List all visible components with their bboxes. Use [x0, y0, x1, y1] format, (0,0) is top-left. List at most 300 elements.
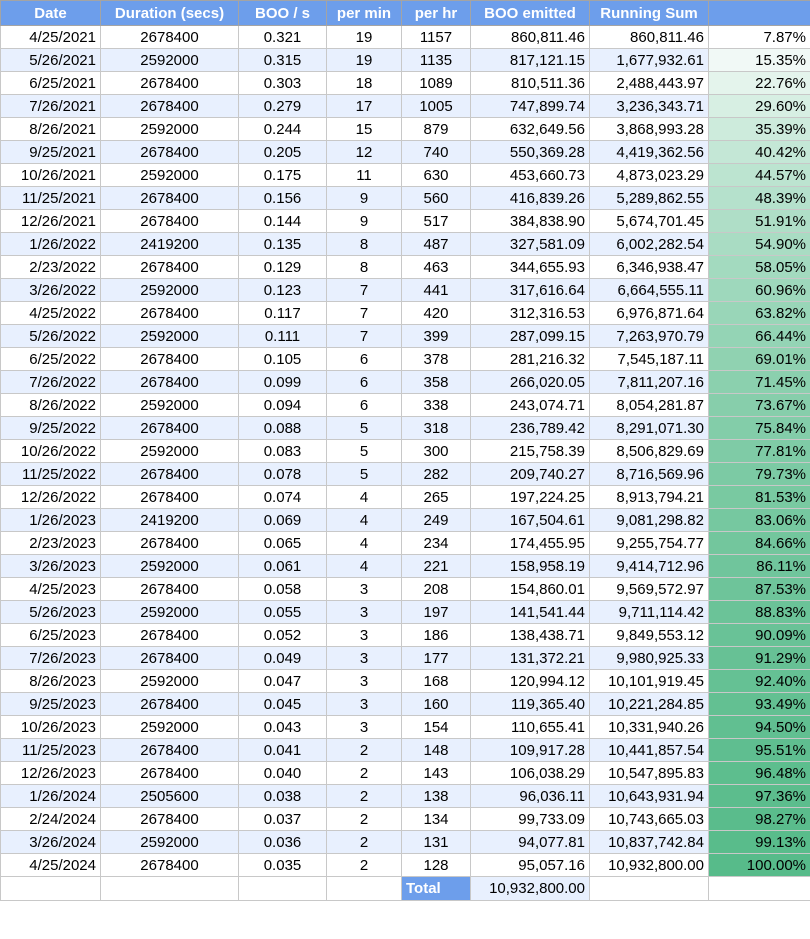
boo-per-second-cell[interactable]: 0.117 [239, 302, 327, 325]
running-sum-cell[interactable]: 8,054,281.87 [590, 394, 709, 417]
running-sum-cell[interactable]: 10,101,919.45 [590, 670, 709, 693]
per-hr-cell[interactable]: 740 [402, 141, 471, 164]
empty-cell[interactable] [101, 877, 239, 901]
running-sum-cell[interactable]: 6,002,282.54 [590, 233, 709, 256]
percent-cell[interactable]: 58.05% [709, 256, 810, 279]
duration-cell[interactable]: 2592000 [101, 49, 239, 72]
boo-per-second-cell[interactable]: 0.045 [239, 693, 327, 716]
running-sum-cell[interactable]: 10,221,284.85 [590, 693, 709, 716]
boo-emitted-cell[interactable]: 317,616.64 [471, 279, 590, 302]
percent-cell[interactable]: 75.84% [709, 417, 810, 440]
date-cell[interactable]: 12/26/2023 [1, 762, 101, 785]
percent-cell[interactable]: 96.48% [709, 762, 810, 785]
percent-cell[interactable]: 73.67% [709, 394, 810, 417]
header-per-hr[interactable]: per hr [402, 1, 471, 26]
boo-per-second-cell[interactable]: 0.037 [239, 808, 327, 831]
per-hr-cell[interactable]: 131 [402, 831, 471, 854]
boo-per-second-cell[interactable]: 0.065 [239, 532, 327, 555]
per-hr-cell[interactable]: 879 [402, 118, 471, 141]
boo-per-second-cell[interactable]: 0.043 [239, 716, 327, 739]
duration-cell[interactable]: 2678400 [101, 739, 239, 762]
per-min-cell[interactable]: 8 [327, 233, 402, 256]
per-hr-cell[interactable]: 160 [402, 693, 471, 716]
date-cell[interactable]: 9/25/2021 [1, 141, 101, 164]
per-hr-cell[interactable]: 358 [402, 371, 471, 394]
date-cell[interactable]: 4/25/2024 [1, 854, 101, 877]
per-hr-cell[interactable]: 234 [402, 532, 471, 555]
duration-cell[interactable]: 2678400 [101, 187, 239, 210]
boo-emitted-cell[interactable]: 119,365.40 [471, 693, 590, 716]
boo-emitted-cell[interactable]: 174,455.95 [471, 532, 590, 555]
per-min-cell[interactable]: 2 [327, 739, 402, 762]
per-min-cell[interactable]: 2 [327, 808, 402, 831]
duration-cell[interactable]: 2678400 [101, 26, 239, 49]
percent-cell[interactable]: 83.06% [709, 509, 810, 532]
duration-cell[interactable]: 2505600 [101, 785, 239, 808]
duration-cell[interactable]: 2678400 [101, 210, 239, 233]
header-per-min[interactable]: per min [327, 1, 402, 26]
duration-cell[interactable]: 2678400 [101, 578, 239, 601]
per-min-cell[interactable]: 2 [327, 785, 402, 808]
boo-per-second-cell[interactable]: 0.123 [239, 279, 327, 302]
date-cell[interactable]: 12/26/2022 [1, 486, 101, 509]
running-sum-cell[interactable]: 3,236,343.71 [590, 95, 709, 118]
boo-emitted-cell[interactable]: 106,038.29 [471, 762, 590, 785]
percent-cell[interactable]: 91.29% [709, 647, 810, 670]
duration-cell[interactable]: 2592000 [101, 670, 239, 693]
per-min-cell[interactable]: 7 [327, 325, 402, 348]
boo-emitted-cell[interactable]: 138,438.71 [471, 624, 590, 647]
per-hr-cell[interactable]: 282 [402, 463, 471, 486]
boo-per-second-cell[interactable]: 0.244 [239, 118, 327, 141]
duration-cell[interactable]: 2678400 [101, 72, 239, 95]
date-cell[interactable]: 4/25/2022 [1, 302, 101, 325]
per-min-cell[interactable]: 7 [327, 279, 402, 302]
per-hr-cell[interactable]: 177 [402, 647, 471, 670]
running-sum-cell[interactable]: 9,255,754.77 [590, 532, 709, 555]
per-min-cell[interactable]: 3 [327, 624, 402, 647]
boo-per-second-cell[interactable]: 0.315 [239, 49, 327, 72]
boo-emitted-cell[interactable]: 287,099.15 [471, 325, 590, 348]
date-cell[interactable]: 1/26/2024 [1, 785, 101, 808]
percent-cell[interactable]: 99.13% [709, 831, 810, 854]
duration-cell[interactable]: 2678400 [101, 256, 239, 279]
running-sum-cell[interactable]: 8,716,569.96 [590, 463, 709, 486]
header-boo-per-second[interactable]: BOO / s [239, 1, 327, 26]
percent-cell[interactable]: 40.42% [709, 141, 810, 164]
per-hr-cell[interactable]: 128 [402, 854, 471, 877]
date-cell[interactable]: 7/26/2021 [1, 95, 101, 118]
date-cell[interactable]: 8/26/2023 [1, 670, 101, 693]
running-sum-cell[interactable]: 6,346,938.47 [590, 256, 709, 279]
per-hr-cell[interactable]: 249 [402, 509, 471, 532]
duration-cell[interactable]: 2678400 [101, 141, 239, 164]
percent-cell[interactable]: 95.51% [709, 739, 810, 762]
percent-cell[interactable]: 94.50% [709, 716, 810, 739]
date-cell[interactable]: 5/26/2022 [1, 325, 101, 348]
per-min-cell[interactable]: 3 [327, 601, 402, 624]
running-sum-cell[interactable]: 8,506,829.69 [590, 440, 709, 463]
per-min-cell[interactable]: 2 [327, 762, 402, 785]
duration-cell[interactable]: 2592000 [101, 325, 239, 348]
per-min-cell[interactable]: 17 [327, 95, 402, 118]
boo-per-second-cell[interactable]: 0.135 [239, 233, 327, 256]
duration-cell[interactable]: 2592000 [101, 394, 239, 417]
boo-emitted-cell[interactable]: 312,316.53 [471, 302, 590, 325]
date-cell[interactable]: 1/26/2023 [1, 509, 101, 532]
percent-cell[interactable]: 48.39% [709, 187, 810, 210]
per-min-cell[interactable]: 4 [327, 486, 402, 509]
date-cell[interactable]: 3/26/2024 [1, 831, 101, 854]
boo-emitted-cell[interactable]: 95,057.16 [471, 854, 590, 877]
percent-cell[interactable]: 81.53% [709, 486, 810, 509]
percent-cell[interactable]: 97.36% [709, 785, 810, 808]
date-cell[interactable]: 5/26/2021 [1, 49, 101, 72]
boo-emitted-cell[interactable]: 327,581.09 [471, 233, 590, 256]
boo-emitted-cell[interactable]: 810,511.36 [471, 72, 590, 95]
date-cell[interactable]: 11/25/2021 [1, 187, 101, 210]
per-hr-cell[interactable]: 186 [402, 624, 471, 647]
per-hr-cell[interactable]: 420 [402, 302, 471, 325]
boo-per-second-cell[interactable]: 0.279 [239, 95, 327, 118]
duration-cell[interactable]: 2592000 [101, 279, 239, 302]
boo-emitted-cell[interactable]: 243,074.71 [471, 394, 590, 417]
boo-emitted-cell[interactable]: 215,758.39 [471, 440, 590, 463]
date-cell[interactable]: 1/26/2022 [1, 233, 101, 256]
per-min-cell[interactable]: 19 [327, 49, 402, 72]
total-value[interactable]: 10,932,800.00 [471, 877, 590, 901]
per-min-cell[interactable]: 5 [327, 440, 402, 463]
per-min-cell[interactable]: 3 [327, 647, 402, 670]
boo-emitted-cell[interactable]: 120,994.12 [471, 670, 590, 693]
percent-cell[interactable]: 93.49% [709, 693, 810, 716]
percent-cell[interactable]: 90.09% [709, 624, 810, 647]
per-hr-cell[interactable]: 1005 [402, 95, 471, 118]
boo-per-second-cell[interactable]: 0.156 [239, 187, 327, 210]
running-sum-cell[interactable]: 10,932,800.00 [590, 854, 709, 877]
percent-cell[interactable]: 79.73% [709, 463, 810, 486]
boo-emitted-cell[interactable]: 94,077.81 [471, 831, 590, 854]
boo-emitted-cell[interactable]: 344,655.93 [471, 256, 590, 279]
boo-emitted-cell[interactable]: 860,811.46 [471, 26, 590, 49]
header-duration[interactable]: Duration (secs) [101, 1, 239, 26]
percent-cell[interactable]: 84.66% [709, 532, 810, 555]
per-min-cell[interactable]: 9 [327, 210, 402, 233]
empty-cell[interactable] [1, 877, 101, 901]
duration-cell[interactable]: 2678400 [101, 808, 239, 831]
per-min-cell[interactable]: 3 [327, 716, 402, 739]
boo-emitted-cell[interactable]: 632,649.56 [471, 118, 590, 141]
boo-emitted-cell[interactable]: 96,036.11 [471, 785, 590, 808]
running-sum-cell[interactable]: 9,414,712.96 [590, 555, 709, 578]
boo-emitted-cell[interactable]: 209,740.27 [471, 463, 590, 486]
running-sum-cell[interactable]: 7,263,970.79 [590, 325, 709, 348]
boo-per-second-cell[interactable]: 0.303 [239, 72, 327, 95]
boo-per-second-cell[interactable]: 0.105 [239, 348, 327, 371]
per-min-cell[interactable]: 2 [327, 831, 402, 854]
duration-cell[interactable]: 2592000 [101, 831, 239, 854]
per-hr-cell[interactable]: 138 [402, 785, 471, 808]
per-min-cell[interactable]: 9 [327, 187, 402, 210]
per-hr-cell[interactable]: 560 [402, 187, 471, 210]
percent-cell[interactable]: 98.27% [709, 808, 810, 831]
boo-per-second-cell[interactable]: 0.205 [239, 141, 327, 164]
per-hr-cell[interactable]: 208 [402, 578, 471, 601]
boo-per-second-cell[interactable]: 0.175 [239, 164, 327, 187]
boo-per-second-cell[interactable]: 0.111 [239, 325, 327, 348]
boo-per-second-cell[interactable]: 0.078 [239, 463, 327, 486]
date-cell[interactable]: 8/26/2021 [1, 118, 101, 141]
duration-cell[interactable]: 2678400 [101, 95, 239, 118]
running-sum-cell[interactable]: 860,811.46 [590, 26, 709, 49]
date-cell[interactable]: 2/24/2024 [1, 808, 101, 831]
per-min-cell[interactable]: 6 [327, 371, 402, 394]
per-min-cell[interactable]: 7 [327, 302, 402, 325]
percent-cell[interactable]: 69.01% [709, 348, 810, 371]
percent-cell[interactable]: 44.57% [709, 164, 810, 187]
boo-emitted-cell[interactable]: 550,369.28 [471, 141, 590, 164]
running-sum-cell[interactable]: 2,488,443.97 [590, 72, 709, 95]
per-min-cell[interactable]: 5 [327, 417, 402, 440]
duration-cell[interactable]: 2678400 [101, 486, 239, 509]
boo-per-second-cell[interactable]: 0.041 [239, 739, 327, 762]
duration-cell[interactable]: 2678400 [101, 624, 239, 647]
boo-per-second-cell[interactable]: 0.040 [239, 762, 327, 785]
duration-cell[interactable]: 2678400 [101, 693, 239, 716]
running-sum-cell[interactable]: 1,677,932.61 [590, 49, 709, 72]
percent-cell[interactable]: 35.39% [709, 118, 810, 141]
boo-emitted-cell[interactable]: 747,899.74 [471, 95, 590, 118]
duration-cell[interactable]: 2592000 [101, 716, 239, 739]
boo-per-second-cell[interactable]: 0.058 [239, 578, 327, 601]
date-cell[interactable]: 6/25/2023 [1, 624, 101, 647]
running-sum-cell[interactable]: 10,837,742.84 [590, 831, 709, 854]
boo-per-second-cell[interactable]: 0.035 [239, 854, 327, 877]
per-min-cell[interactable]: 8 [327, 256, 402, 279]
per-hr-cell[interactable]: 338 [402, 394, 471, 417]
running-sum-cell[interactable]: 6,976,871.64 [590, 302, 709, 325]
boo-emitted-cell[interactable]: 266,020.05 [471, 371, 590, 394]
boo-emitted-cell[interactable]: 109,917.28 [471, 739, 590, 762]
boo-per-second-cell[interactable]: 0.055 [239, 601, 327, 624]
per-min-cell[interactable]: 4 [327, 555, 402, 578]
date-cell[interactable]: 10/26/2022 [1, 440, 101, 463]
boo-emitted-cell[interactable]: 197,224.25 [471, 486, 590, 509]
per-min-cell[interactable]: 4 [327, 509, 402, 532]
boo-emitted-cell[interactable]: 281,216.32 [471, 348, 590, 371]
boo-emitted-cell[interactable]: 384,838.90 [471, 210, 590, 233]
per-hr-cell[interactable]: 197 [402, 601, 471, 624]
running-sum-cell[interactable]: 5,289,862.55 [590, 187, 709, 210]
total-label[interactable]: Total [402, 877, 471, 901]
per-hr-cell[interactable]: 1157 [402, 26, 471, 49]
header-running-sum[interactable]: Running Sum [590, 1, 709, 26]
boo-per-second-cell[interactable]: 0.052 [239, 624, 327, 647]
boo-per-second-cell[interactable]: 0.083 [239, 440, 327, 463]
per-min-cell[interactable]: 2 [327, 854, 402, 877]
per-hr-cell[interactable]: 148 [402, 739, 471, 762]
per-min-cell[interactable]: 6 [327, 348, 402, 371]
per-hr-cell[interactable]: 463 [402, 256, 471, 279]
boo-emitted-cell[interactable]: 158,958.19 [471, 555, 590, 578]
percent-cell[interactable]: 7.87% [709, 26, 810, 49]
boo-per-second-cell[interactable]: 0.069 [239, 509, 327, 532]
boo-emitted-cell[interactable]: 141,541.44 [471, 601, 590, 624]
percent-cell[interactable]: 15.35% [709, 49, 810, 72]
per-hr-cell[interactable]: 378 [402, 348, 471, 371]
duration-cell[interactable]: 2678400 [101, 348, 239, 371]
boo-per-second-cell[interactable]: 0.094 [239, 394, 327, 417]
header-boo-emitted[interactable]: BOO emitted [471, 1, 590, 26]
percent-cell[interactable]: 86.11% [709, 555, 810, 578]
boo-per-second-cell[interactable]: 0.074 [239, 486, 327, 509]
duration-cell[interactable]: 2678400 [101, 532, 239, 555]
duration-cell[interactable]: 2419200 [101, 509, 239, 532]
percent-cell[interactable]: 60.96% [709, 279, 810, 302]
boo-emitted-cell[interactable]: 110,655.41 [471, 716, 590, 739]
duration-cell[interactable]: 2678400 [101, 371, 239, 394]
date-cell[interactable]: 5/26/2023 [1, 601, 101, 624]
running-sum-cell[interactable]: 9,711,114.42 [590, 601, 709, 624]
per-hr-cell[interactable]: 1089 [402, 72, 471, 95]
duration-cell[interactable]: 2678400 [101, 463, 239, 486]
header-date[interactable]: Date [1, 1, 101, 26]
date-cell[interactable]: 6/25/2021 [1, 72, 101, 95]
running-sum-cell[interactable]: 9,569,572.97 [590, 578, 709, 601]
duration-cell[interactable]: 2678400 [101, 417, 239, 440]
per-hr-cell[interactable]: 143 [402, 762, 471, 785]
duration-cell[interactable]: 2678400 [101, 647, 239, 670]
boo-per-second-cell[interactable]: 0.038 [239, 785, 327, 808]
boo-per-second-cell[interactable]: 0.321 [239, 26, 327, 49]
boo-emitted-cell[interactable]: 416,839.26 [471, 187, 590, 210]
running-sum-cell[interactable]: 10,441,857.54 [590, 739, 709, 762]
per-min-cell[interactable]: 19 [327, 26, 402, 49]
running-sum-cell[interactable]: 9,849,553.12 [590, 624, 709, 647]
per-min-cell[interactable]: 3 [327, 578, 402, 601]
header-percent[interactable] [709, 1, 810, 26]
duration-cell[interactable]: 2592000 [101, 555, 239, 578]
boo-emitted-cell[interactable]: 167,504.61 [471, 509, 590, 532]
boo-emitted-cell[interactable]: 131,372.21 [471, 647, 590, 670]
running-sum-cell[interactable]: 10,331,940.26 [590, 716, 709, 739]
boo-per-second-cell[interactable]: 0.144 [239, 210, 327, 233]
date-cell[interactable]: 11/25/2022 [1, 463, 101, 486]
percent-cell[interactable]: 88.83% [709, 601, 810, 624]
running-sum-cell[interactable]: 10,547,895.83 [590, 762, 709, 785]
per-min-cell[interactable]: 3 [327, 693, 402, 716]
date-cell[interactable]: 6/25/2022 [1, 348, 101, 371]
per-hr-cell[interactable]: 134 [402, 808, 471, 831]
date-cell[interactable]: 10/26/2021 [1, 164, 101, 187]
boo-per-second-cell[interactable]: 0.049 [239, 647, 327, 670]
per-hr-cell[interactable]: 154 [402, 716, 471, 739]
running-sum-cell[interactable]: 9,980,925.33 [590, 647, 709, 670]
date-cell[interactable]: 9/25/2023 [1, 693, 101, 716]
boo-per-second-cell[interactable]: 0.047 [239, 670, 327, 693]
per-hr-cell[interactable]: 168 [402, 670, 471, 693]
date-cell[interactable]: 9/25/2022 [1, 417, 101, 440]
running-sum-cell[interactable]: 4,419,362.56 [590, 141, 709, 164]
duration-cell[interactable]: 2592000 [101, 601, 239, 624]
per-hr-cell[interactable]: 517 [402, 210, 471, 233]
running-sum-cell[interactable]: 4,873,023.29 [590, 164, 709, 187]
boo-per-second-cell[interactable]: 0.036 [239, 831, 327, 854]
per-hr-cell[interactable]: 1135 [402, 49, 471, 72]
per-hr-cell[interactable]: 630 [402, 164, 471, 187]
date-cell[interactable]: 7/26/2023 [1, 647, 101, 670]
percent-cell[interactable]: 29.60% [709, 95, 810, 118]
date-cell[interactable]: 12/26/2021 [1, 210, 101, 233]
duration-cell[interactable]: 2678400 [101, 762, 239, 785]
percent-cell[interactable]: 51.91% [709, 210, 810, 233]
per-min-cell[interactable]: 3 [327, 670, 402, 693]
running-sum-cell[interactable]: 9,081,298.82 [590, 509, 709, 532]
percent-cell[interactable]: 54.90% [709, 233, 810, 256]
date-cell[interactable]: 2/23/2023 [1, 532, 101, 555]
percent-cell[interactable]: 87.53% [709, 578, 810, 601]
date-cell[interactable]: 4/25/2023 [1, 578, 101, 601]
running-sum-cell[interactable]: 10,743,665.03 [590, 808, 709, 831]
empty-cell[interactable] [239, 877, 327, 901]
boo-per-second-cell[interactable]: 0.088 [239, 417, 327, 440]
boo-emitted-cell[interactable]: 99,733.09 [471, 808, 590, 831]
boo-emitted-cell[interactable]: 453,660.73 [471, 164, 590, 187]
percent-cell[interactable]: 66.44% [709, 325, 810, 348]
date-cell[interactable]: 7/26/2022 [1, 371, 101, 394]
running-sum-cell[interactable]: 7,811,207.16 [590, 371, 709, 394]
per-min-cell[interactable]: 5 [327, 463, 402, 486]
per-hr-cell[interactable]: 441 [402, 279, 471, 302]
percent-cell[interactable]: 71.45% [709, 371, 810, 394]
date-cell[interactable]: 3/26/2022 [1, 279, 101, 302]
percent-cell[interactable]: 22.76% [709, 72, 810, 95]
duration-cell[interactable]: 2678400 [101, 854, 239, 877]
boo-per-second-cell[interactable]: 0.061 [239, 555, 327, 578]
percent-cell[interactable]: 92.40% [709, 670, 810, 693]
boo-emitted-cell[interactable]: 817,121.15 [471, 49, 590, 72]
per-hr-cell[interactable]: 399 [402, 325, 471, 348]
boo-emitted-cell[interactable]: 236,789.42 [471, 417, 590, 440]
per-min-cell[interactable]: 4 [327, 532, 402, 555]
boo-per-second-cell[interactable]: 0.099 [239, 371, 327, 394]
duration-cell[interactable]: 2592000 [101, 164, 239, 187]
date-cell[interactable]: 10/26/2023 [1, 716, 101, 739]
running-sum-cell[interactable]: 8,291,071.30 [590, 417, 709, 440]
boo-emitted-cell[interactable]: 154,860.01 [471, 578, 590, 601]
duration-cell[interactable]: 2419200 [101, 233, 239, 256]
boo-per-second-cell[interactable]: 0.129 [239, 256, 327, 279]
empty-cell[interactable] [590, 877, 709, 901]
running-sum-cell[interactable]: 10,643,931.94 [590, 785, 709, 808]
per-min-cell[interactable]: 18 [327, 72, 402, 95]
duration-cell[interactable]: 2592000 [101, 118, 239, 141]
per-hr-cell[interactable]: 265 [402, 486, 471, 509]
date-cell[interactable]: 4/25/2021 [1, 26, 101, 49]
running-sum-cell[interactable]: 3,868,993.28 [590, 118, 709, 141]
percent-cell[interactable]: 77.81% [709, 440, 810, 463]
running-sum-cell[interactable]: 6,664,555.11 [590, 279, 709, 302]
per-hr-cell[interactable]: 221 [402, 555, 471, 578]
running-sum-cell[interactable]: 5,674,701.45 [590, 210, 709, 233]
percent-cell[interactable]: 63.82% [709, 302, 810, 325]
per-min-cell[interactable]: 15 [327, 118, 402, 141]
date-cell[interactable]: 8/26/2022 [1, 394, 101, 417]
per-min-cell[interactable]: 11 [327, 164, 402, 187]
duration-cell[interactable]: 2678400 [101, 302, 239, 325]
per-hr-cell[interactable]: 318 [402, 417, 471, 440]
per-hr-cell[interactable]: 487 [402, 233, 471, 256]
